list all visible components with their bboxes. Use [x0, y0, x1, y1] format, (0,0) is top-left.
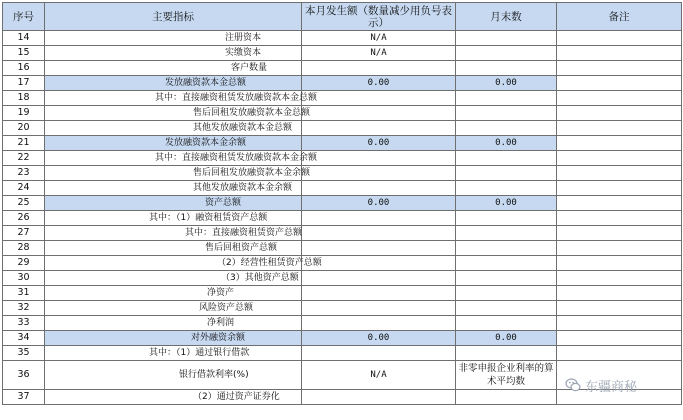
cell-month-end: [456, 211, 557, 226]
cell-indicator: （3）其他资产总额: [45, 271, 302, 286]
header-remark: 备注: [557, 3, 682, 31]
header-current: [302, 3, 456, 31]
table-row: [3, 256, 682, 271]
table-row: [3, 331, 682, 346]
cell-current: [302, 301, 456, 316]
table-row: [3, 346, 682, 361]
cell-remark: [557, 196, 682, 211]
cell-remark: [557, 166, 682, 181]
cell-seq: 31: [3, 286, 45, 301]
cell-seq: 27: [3, 226, 45, 241]
header-seq: 序号: [3, 3, 45, 31]
cell-remark: [557, 121, 682, 136]
cell-current: [302, 91, 456, 106]
cell-seq: 36: [3, 361, 45, 390]
cell-seq: 19: [3, 106, 45, 121]
cell-current: [302, 316, 456, 331]
cell-indicator: 净利润: [45, 316, 302, 331]
cell-remark: [557, 211, 682, 226]
table-row: [3, 316, 682, 331]
table-row: [3, 241, 682, 256]
table-row: [3, 121, 682, 136]
cell-seq: 28: [3, 241, 45, 256]
cell-seq: 37: [3, 390, 45, 405]
cell-month-end: [456, 390, 557, 405]
cell-current: [302, 151, 456, 166]
cell-current: [302, 121, 456, 136]
cell-month-end: [456, 31, 557, 46]
cell-seq: 32: [3, 301, 45, 316]
cell-remark: [557, 241, 682, 256]
cell-month-end: [456, 61, 557, 76]
cell-current: [302, 61, 456, 76]
cell-indicator: 其他发放融资款本金余额: [45, 181, 302, 196]
cell-month-end: [456, 346, 557, 361]
cell-remark: [557, 181, 682, 196]
cell-current: [302, 181, 456, 196]
cell-remark: [557, 91, 682, 106]
cell-seq: 29: [3, 256, 45, 271]
cell-current: N/A: [302, 361, 456, 390]
cell-indicator: 其中：直接融资租赁发放融资款本金总额: [45, 91, 302, 106]
watermark: [565, 374, 637, 396]
table-row: [3, 106, 682, 121]
cell-month-end: [456, 181, 557, 196]
cell-remark: [557, 286, 682, 301]
cell-month-end: [456, 316, 557, 331]
cell-current: 0.00: [302, 196, 456, 211]
cell-remark: [557, 106, 682, 121]
cell-month-end: 0.00: [456, 136, 557, 151]
cell-seq: 17: [3, 76, 45, 91]
cell-indicator: 其中：（1）通过银行借款: [45, 346, 302, 361]
cell-seq: 20: [3, 121, 45, 136]
indicator-table: [2, 2, 682, 405]
table-row: [3, 196, 682, 211]
cell-seq: 24: [3, 181, 45, 196]
cell-month-end: 0.00: [456, 196, 557, 211]
cell-month-end: [456, 91, 557, 106]
cell-month-end: [456, 121, 557, 136]
table-row: [3, 136, 682, 151]
cell-remark: [557, 31, 682, 46]
wechat-icon: [565, 377, 581, 393]
cell-remark: [557, 46, 682, 61]
cell-current: [302, 166, 456, 181]
table-row: [3, 181, 682, 196]
cell-indicator: 净资产: [45, 286, 302, 301]
cell-remark: [557, 346, 682, 361]
watermark-text: 东疆商秘: [585, 379, 638, 395]
cell-indicator: 资产总额: [45, 196, 302, 211]
cell-current: [302, 211, 456, 226]
cell-indicator: 售后回租发放融资款本金余额: [45, 166, 302, 181]
header-current-label: 本月发生额（数量减少用负号表示）: [305, 4, 452, 29]
cell-indicator: 实缴资本: [45, 46, 302, 61]
cell-current: 0.00: [302, 136, 456, 151]
cell-remark: [557, 301, 682, 316]
cell-seq: 16: [3, 61, 45, 76]
header-month-end: 月末数: [456, 3, 557, 31]
cell-indicator: 发放融资款本金余额: [45, 136, 302, 151]
table-row: [3, 151, 682, 166]
cell-indicator: 售后回租资产总额: [45, 241, 302, 256]
cell-month-end: [456, 256, 557, 271]
cell-seq: 15: [3, 46, 45, 61]
cell-indicator: 对外融资余额: [45, 331, 302, 346]
table-row: [3, 271, 682, 286]
cell-seq: 22: [3, 151, 45, 166]
cell-current: 0.00: [302, 331, 456, 346]
cell-indicator: 风险资产总额: [45, 301, 302, 316]
cell-remark: [557, 256, 682, 271]
cell-month-end: 0.00: [456, 331, 557, 346]
header-indicator: 主要指标: [45, 3, 302, 31]
table-row: [3, 211, 682, 226]
table-row: [3, 76, 682, 91]
header-row: [3, 3, 682, 31]
cell-seq: 34: [3, 331, 45, 346]
cell-seq: 23: [3, 166, 45, 181]
cell-month-end: [456, 46, 557, 61]
cell-seq: 25: [3, 196, 45, 211]
cell-current: [302, 390, 456, 405]
table-row: [3, 226, 682, 241]
cell-seq: 14: [3, 31, 45, 46]
cell-seq: 21: [3, 136, 45, 151]
cell-current: [302, 346, 456, 361]
cell-current: [302, 271, 456, 286]
table-row: [3, 61, 682, 76]
cell-month-end: [456, 301, 557, 316]
cell-indicator: 其中：直接融资租赁资产总额: [45, 226, 302, 241]
cell-remark: [557, 76, 682, 91]
cell-indicator: 发放融资款本金总额: [45, 76, 302, 91]
table-row: [3, 31, 682, 46]
table-row: [3, 301, 682, 316]
cell-seq: 26: [3, 211, 45, 226]
cell-month-end: [456, 166, 557, 181]
cell-current: [302, 256, 456, 271]
cell-seq: 30: [3, 271, 45, 286]
cell-month-end: [456, 151, 557, 166]
cell-month-end: 0.00: [456, 76, 557, 91]
cell-current: N/A: [302, 46, 456, 61]
cell-current: [302, 286, 456, 301]
cell-seq: 35: [3, 346, 45, 361]
cell-remark: [557, 61, 682, 76]
table-row: [3, 286, 682, 301]
table-row: [3, 91, 682, 106]
cell-seq: 33: [3, 316, 45, 331]
cell-remark: [557, 316, 682, 331]
cell-indicator: 其中：直接融资租赁发放融资款本金余额: [45, 151, 302, 166]
cell-month-end: [456, 286, 557, 301]
cell-month-end: 非零申报企业利率的算术平均数: [456, 361, 557, 390]
cell-month-end: [456, 106, 557, 121]
cell-current: N/A: [302, 31, 456, 46]
cell-current: [302, 226, 456, 241]
table-row: [3, 166, 682, 181]
cell-indicator: （2）通过资产证券化: [45, 390, 302, 405]
cell-month-end: [456, 241, 557, 256]
cell-indicator: 银行借款利率(%): [45, 361, 302, 390]
cell-indicator: 其他发放融资款本金总额: [45, 121, 302, 136]
cell-seq: 18: [3, 91, 45, 106]
cell-indicator: （2）经营性租赁资产总额: [45, 256, 302, 271]
cell-current: 0.00: [302, 76, 456, 91]
cell-indicator: 注册资本: [45, 31, 302, 46]
cell-current: [302, 106, 456, 121]
cell-month-end: [456, 226, 557, 241]
cell-remark: [557, 331, 682, 346]
cell-indicator: 其中：（1）融资租赁资产总额: [45, 211, 302, 226]
cell-current: [302, 241, 456, 256]
cell-remark: [557, 136, 682, 151]
cell-indicator: 售后回租发放融资款本金总额: [45, 106, 302, 121]
cell-remark: [557, 226, 682, 241]
cell-remark: [557, 151, 682, 166]
cell-month-end: [456, 271, 557, 286]
cell-indicator: 客户数量: [45, 61, 302, 76]
table-row: [3, 46, 682, 61]
cell-remark: [557, 271, 682, 286]
